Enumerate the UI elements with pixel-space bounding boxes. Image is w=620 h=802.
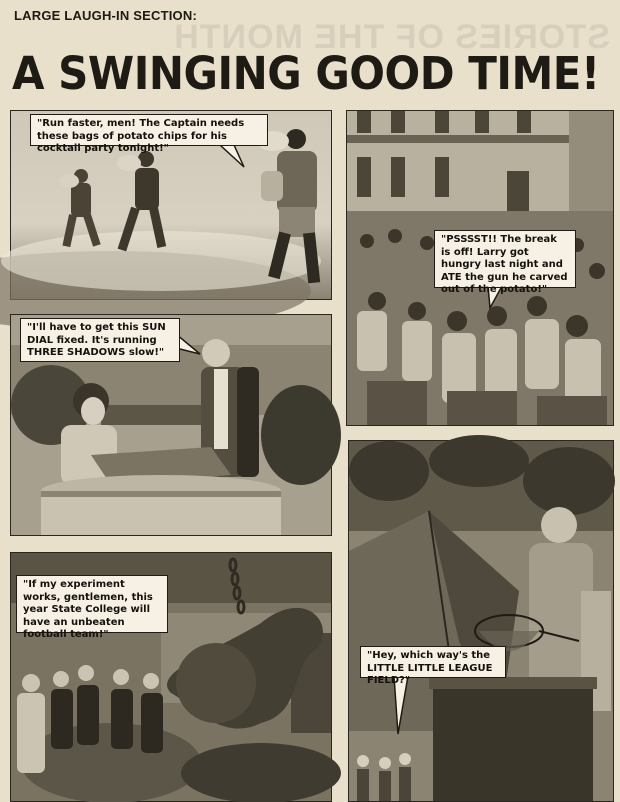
bleed-through-text: STORIES OF THE MONTH	[173, 18, 610, 56]
page-headline: A SWINGING GOOD TIME!	[12, 47, 600, 100]
section-label: LARGE LAUGH-IN SECTION:	[14, 8, 197, 23]
speech-balloon-soldiers: "Run faster, men! The Captain needs these bags of potato chips for his cocktail party tonight!"	[30, 114, 268, 146]
speech-balloon-prison: "PSSSST!! The break is off! Larry got hungry last night and ATE the gun he carved out of the potato!"	[434, 230, 576, 288]
speech-balloon-butterfly-net: "Hey, which way's the LITTLE LITTLE LEAGUE FIELD?"	[360, 646, 506, 678]
balloon-tail	[220, 145, 250, 169]
speech-balloon-monster-lab: "If my experiment works, gentlemen, this year State College will have an unbeaten football team!"	[16, 575, 168, 633]
speech-balloon-sundial: "I'll have to get this SUN DIAL fixed. It's running THREE SHADOWS slow!"	[20, 318, 180, 362]
butterfly-net-illustration	[349, 441, 613, 801]
panel-butterfly-net	[348, 440, 614, 802]
